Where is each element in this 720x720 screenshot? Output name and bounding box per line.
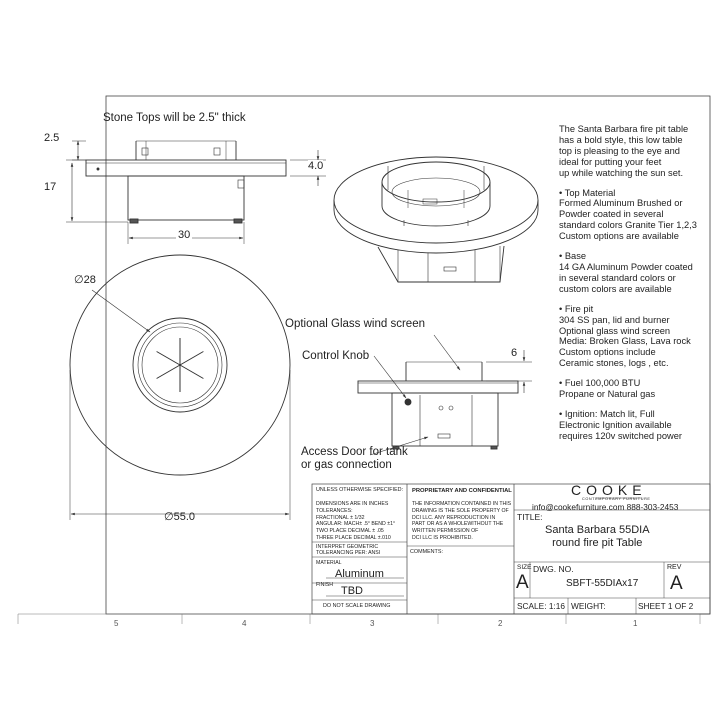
side-elevation-view [358,335,532,455]
product-description [559,124,709,451]
tb-tolerances: DIMENSIONS ARE IN INCHES TOLERANCES: FRACTIONAL ± 1/32 ANGULAR: MACH± .5° BEND ±1° TWO PLACE DECIMAL ± .05 THREE PLACE DECIMAL ±.010 [316,501,396,541]
cooke-logo-subtitle: CONTEMPORARY FURNITURE [582,497,651,501]
callout-control-knob: Control Knob [302,350,370,362]
tb-title-label: TITLE: [517,512,543,522]
desc-ignition: • Ignition: Match lit, Full Electronic Ignition available requires 120v switched power [559,408,682,441]
dim-table-diameter: ∅55.0 [164,511,195,523]
dim-top-thickness: 2.5 [44,132,60,144]
tb-dwg-label: DWG. NO. [533,564,574,574]
access-door-line-2: or gas connection [301,459,392,471]
stone-top-note: Stone Tops will be 2.5" thick [103,112,246,124]
desc-fuel: • Fuel 100,000 BTU Propane or Natural gas [559,378,656,400]
tb-unless: UNLESS OTHERWISE SPECIFIED: [316,487,404,493]
tb-dwg-number: SBFT-55DIAx17 [566,578,639,589]
tb-size-label: SIZE [517,564,532,571]
zone-label-2: 2 [498,619,503,628]
tb-comments: COMMENTS: [410,549,443,555]
dim-top-edge: 4.0 [308,160,324,172]
dim-height: 17 [44,181,57,193]
desc-base: • Base 14 GA Aluminum Powder coated in several standard colors or custom colors are available [559,251,693,294]
tb-drawing-title: Santa Barbara 55DIA round fire pit Table [545,524,650,549]
tb-proprietary-text: THE INFORMATION CONTAINED IN THIS DRAWING IS THE SOLE PROPERTY OF DCI LLC. ANY REPRODUCTION IN PART OR AS A WHOLEWITHOUT THE WRITTEN PERMISSION OF DCI LLC IS PROHIBITED. [412,501,512,541]
tb-do-not-scale: DO NOT SCALE DRAWING [323,603,391,609]
tb-proprietary: PROPRIETARY AND CONFIDENTIAL [412,488,512,494]
desc-fire-pit: • Fire pit 304 SS pan, lid and burner Optional glass wind screen Media: Broken Glass, Lava rock Custom options include Ceramic stones, logs , etc. [559,303,691,369]
dim-wind-screen-height: 6 [511,347,518,359]
tb-rev-label: REV [667,564,682,571]
front-elevation-view [66,141,326,244]
desc-intro: The Santa Barbara fire pit table has a bold style, this low table top is pleasing to the eye and ideal for putting your feet up while watching the sun set. [559,124,689,178]
zone-label-5: 5 [114,619,119,628]
zone-label-3: 3 [370,619,375,628]
tb-scale: SCALE: 1:16 [517,601,565,611]
cooke-logo: COOKE [571,482,647,498]
tb-size-value: A [516,572,529,593]
callout-glass-wind-screen: Optional Glass wind screen [285,318,425,330]
access-door-line-1: Access Door for tank [301,446,408,458]
dim-base-width: 30 [178,229,191,241]
tb-weight: WEIGHT: [571,601,606,611]
isometric-view [334,157,538,282]
tb-material-label: MATERIAL [316,560,342,566]
tb-interpret: INTERPRET GEOMETRIC TOLERANCING PER: ANSI [316,544,381,557]
callout-access-door [301,446,408,472]
tb-material-value: Aluminum [335,568,384,580]
desc-top-material: • Top Material Formed Aluminum Brushed or Powder coated in several standard colors Granite Tier 1,2,3 Custom options are available [559,187,697,242]
zone-label-1: 1 [633,619,638,628]
zone-label-4: 4 [242,619,247,628]
tb-sheet: SHEET 1 OF 2 [638,601,694,611]
tb-contact: info@cookefurniture.com 888-303-2453 [532,502,679,512]
tb-finish-value: TBD [341,585,363,597]
tb-finish-label: FINISH [316,582,334,588]
dim-burner-diameter: ∅28 [74,274,96,286]
plan-view [70,255,290,520]
tb-rev-value: A [670,573,683,594]
